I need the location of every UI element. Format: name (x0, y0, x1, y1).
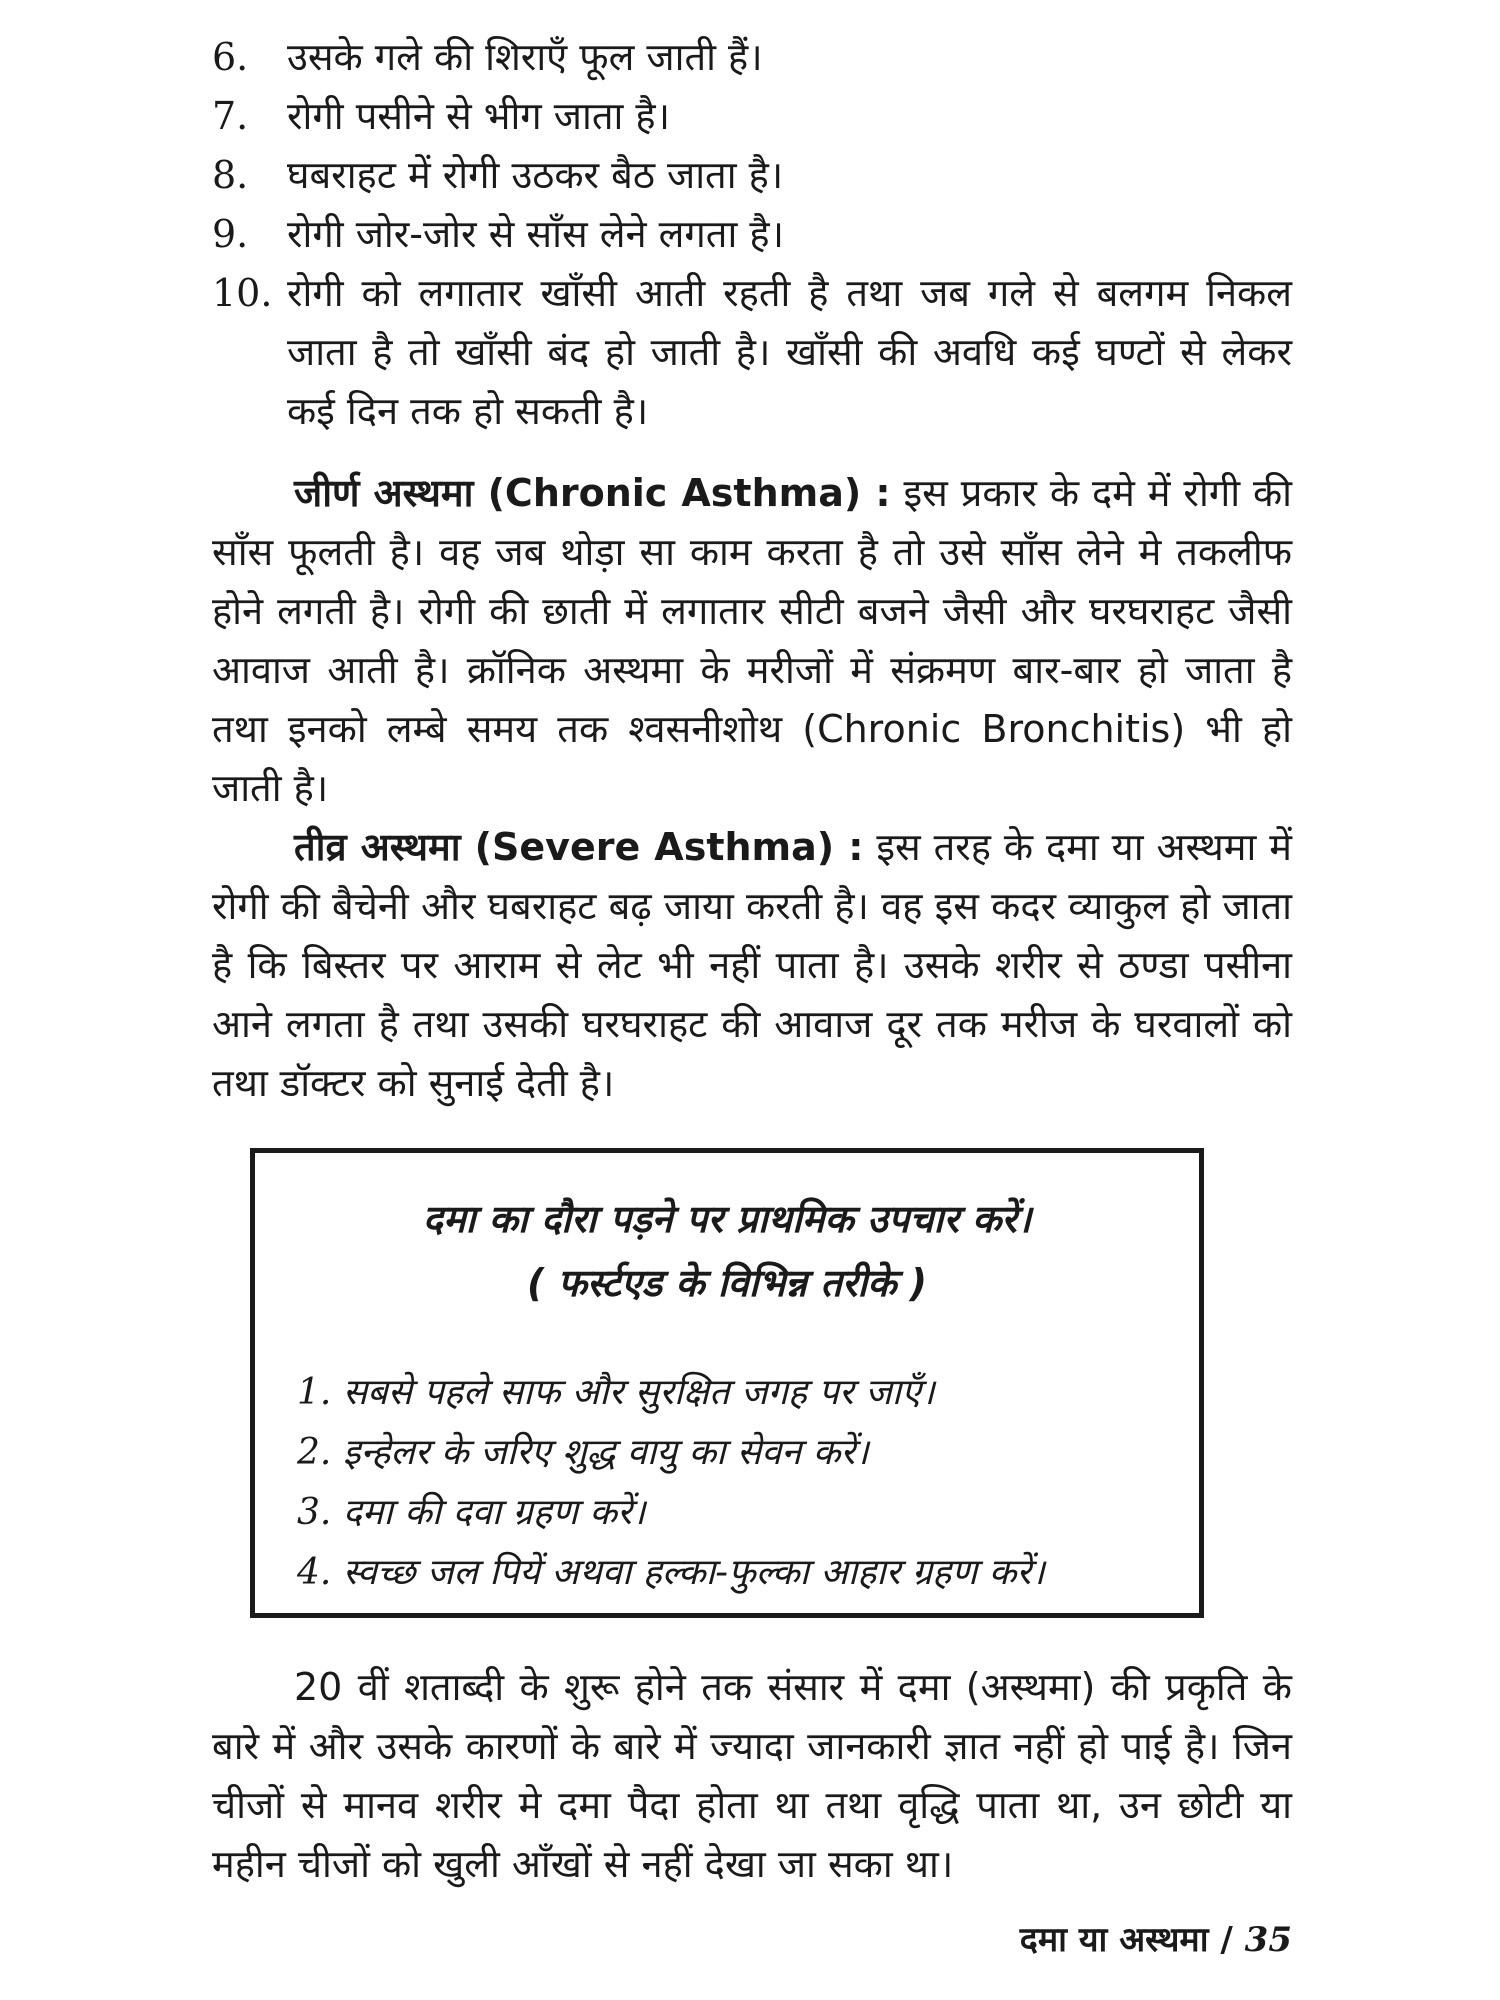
list-item-number: 6. (212, 35, 249, 79)
severe-asthma-heading: तीव्र अस्थमा (Severe Asthma) : (294, 825, 864, 869)
list-item-text: उसके गले की शिराएँ फूल जाती हैं। (287, 35, 763, 79)
chronic-asthma-section (212, 464, 1292, 818)
first-aid-item-text: सबसे पहले साफ और सुरक्षित जगह पर जाएँ। (342, 1372, 935, 1413)
list-item-text: घबराहट में रोगी उठकर बैठ जाता है। (287, 153, 784, 197)
page-number: 35 (1244, 1920, 1292, 1960)
chronic-asthma-body: इस प्रकार के दमे में रोगी की साँस फूलती है। वह जब थोड़ा सा काम करता है तो उसे साँस लेने मे तकलीफ होने लगती है। रोगी की छाती में लगातार सीटी बजने जैसी और घरघराहट जैसी आवाज आती है। क्रॉनिक अस्थमा के मरीजों में संक्रमण बार-बार हो जाता है तथा इनको लम्बे समय तक श्वसनीशोथ (Chronic Bronchitis) भी हो जाती है। (212, 471, 1293, 810)
first-aid-box (250, 1148, 1204, 1618)
first-aid-item (297, 1423, 1177, 1483)
first-aid-list (297, 1363, 1177, 1603)
first-aid-item (297, 1483, 1177, 1543)
first-aid-item-number: 1. (297, 1372, 332, 1413)
first-aid-item-text: दमा की दवा ग्रहण करें। (342, 1492, 646, 1533)
list-item-number: 10. (212, 271, 273, 315)
list-item-text: रोगी को लगातार खाँसी आती रहती है तथा जब गले से बलगम निकल जाता है तो खाँसी बंद हो जाती है। खाँसी की अवधि कई घण्टों से लेकर कई दिन तक हो सकती है। (287, 271, 1292, 433)
list-item (212, 264, 1292, 441)
first-aid-title: दमा का दौरा पड़ने पर प्राथमिक उपचार करें। (422, 1197, 1032, 1241)
first-aid-item (297, 1543, 1177, 1603)
first-aid-item-text: इन्हेलर के जरिए शुद्ध वायु का सेवन करें। (342, 1432, 869, 1473)
first-aid-item-text: स्वच्छ जल पियें अथवा हल्का-फुल्का आहार ग्रहण करें। (342, 1552, 1045, 1593)
first-aid-item-number: 2. (297, 1432, 332, 1473)
chronic-asthma-paragraph (212, 464, 1292, 818)
list-item-text: रोगी पसीने से भीग जाता है। (287, 94, 670, 138)
page-footer (1020, 1920, 1292, 1960)
list-item (212, 205, 1292, 264)
first-aid-item-number: 4. (297, 1552, 332, 1593)
severe-asthma-section (212, 818, 1292, 1113)
severe-asthma-body: इस तरह के दमा या अस्थमा में रोगी की बैचेनी और घबराहट बढ़ जाया करती है। वह इस कदर व्याकुल हो जाता है कि बिस्तर पर आराम से लेट भी नहीं पाता है। उसके शरीर से ठण्डा पसीना आने लगता है तथा उसकी घरघराहट की आवाज दूर तक मरीज के घरवालों को तथा डॉक्टर को सुनाई देती है। (212, 825, 1293, 1105)
list-item-number: 8. (212, 153, 249, 197)
list-item (212, 87, 1292, 146)
list-item (212, 28, 1292, 87)
closing-paragraph: 20 वीं शताब्दी के शुरू होने तक संसार में दमा (अस्थमा) की प्रकृति के बारे में और उसके कारणों के बारे में ज्यादा जानकारी ज्ञात नहीं हो पाई है। जिन चीजों से मानव शरीर मे दमा पैदा होता था तथा वृद्धि पाता था, उन छोटी या महीन चीजों को खुली आँखों से नहीं देखा जा सका था। (212, 1665, 1292, 1886)
list-item-number: 7. (212, 94, 249, 138)
first-aid-subtitle: ( फर्स्टएड के विभिन्न तरीके ) (526, 1261, 928, 1305)
footer-title: दमा या अस्थमा (1019, 1920, 1209, 1960)
footer-separator: / (1208, 1920, 1245, 1960)
list-item (212, 146, 1292, 205)
first-aid-item (297, 1363, 1177, 1423)
chronic-asthma-heading: जीर्ण अस्थमा (Chronic Asthma) : (294, 471, 891, 515)
closing-section (212, 1658, 1292, 1894)
symptom-list (212, 28, 1292, 441)
first-aid-item-number: 3. (297, 1492, 332, 1533)
list-item-number: 9. (212, 212, 249, 256)
list-item-text: रोगी जोर-जोर से साँस लेने लगता है। (287, 212, 784, 256)
severe-asthma-paragraph (212, 818, 1292, 1113)
